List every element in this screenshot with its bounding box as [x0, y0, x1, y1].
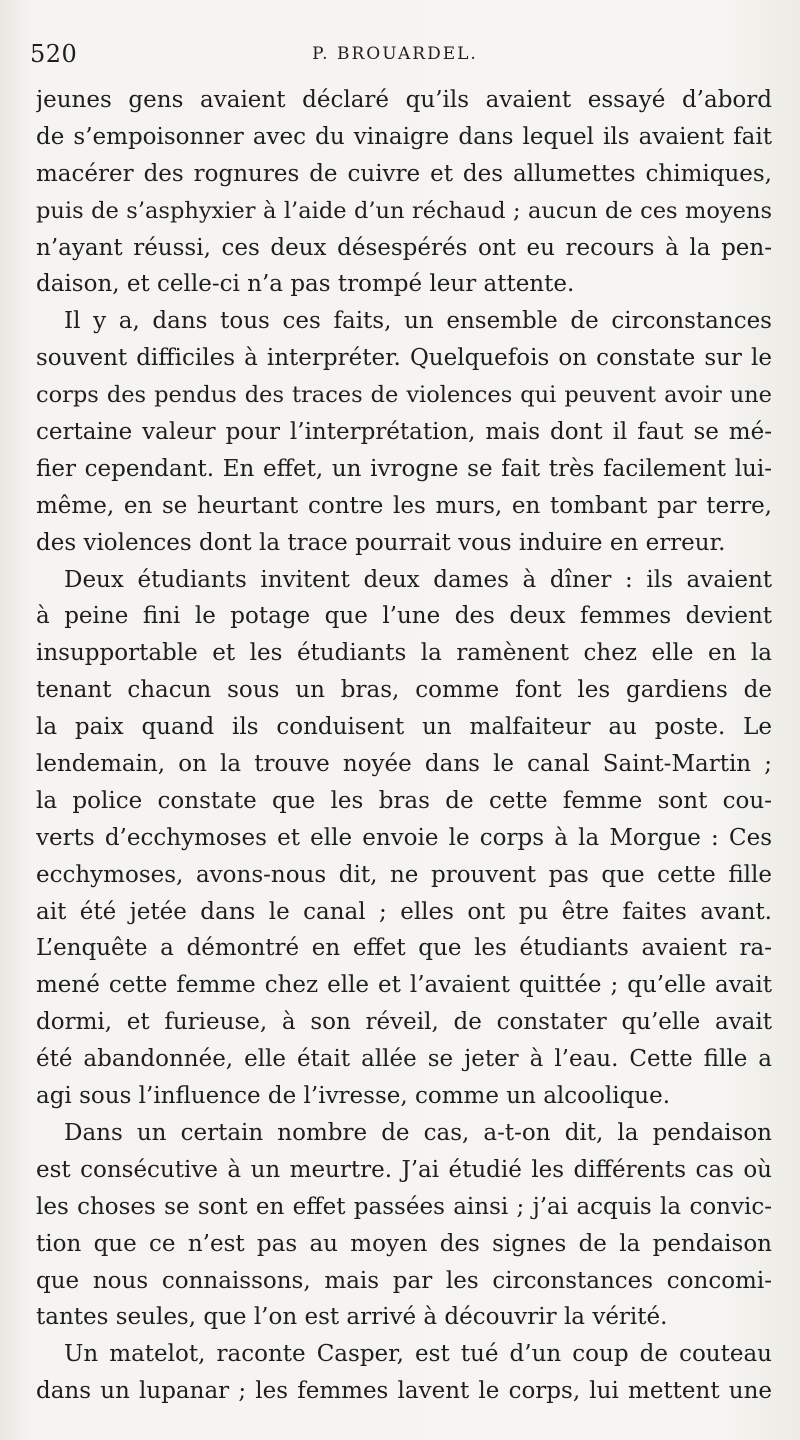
text-line: Un matelot, raconte Casper, est tué d’un coup de couteau — [64, 1341, 772, 1368]
text-line: agi sous l’influence de l’ivresse, comme un alcoolique. — [36, 1083, 671, 1110]
text-line: dans un lupanar ; les femmes lavent le corps, lui mettent une — [36, 1378, 772, 1405]
text-line: tion que ce n’est pas au moyen des signes de la pendaison — [36, 1230, 772, 1257]
text-line: Dans un certain nombre de cas, a-t-on dit, la pendaison — [64, 1119, 772, 1146]
text-line: L’enquête a démontré en effet que les étudiants avaient ra- — [36, 935, 772, 962]
text-line: certaine valeur pour l’interprétation, mais dont il faut se mé- — [36, 419, 772, 446]
text-line: que nous connaissons, mais par les circonstances concomi- — [36, 1267, 772, 1294]
text-line: est consécutive à un meurtre. J’ai étudié les différents cas où — [36, 1156, 772, 1183]
text-line: verts d’ecchymoses et elle envoie le corps à la Morgue : Ces — [36, 824, 772, 851]
text-line: lendemain, on la trouve noyée dans le canal Saint-Martin ; — [36, 751, 772, 778]
text-line: été abandonnée, elle était allée se jeter à l’eau. Cette fille a — [36, 1046, 772, 1073]
body-text — [36, 82, 772, 1410]
text-line: n’ayant réussi, ces deux désespérés ont eu recours à la pen- — [36, 234, 772, 261]
text-line: souvent difficiles à interpréter. Quelquefois on constate sur le — [36, 345, 772, 372]
page-number: 520 — [30, 40, 78, 68]
text-line: Il y a, dans tous ces faits, un ensemble de circonstances — [64, 308, 772, 335]
text-line: macérer des rognures de cuivre et des allumettes chimiques, — [36, 160, 772, 187]
text-line: jeunes gens avaient déclaré qu’ils avaient essayé d’abord — [36, 87, 772, 113]
text-line: daison, et celle-ci n’a pas trompé leur attente. — [36, 271, 575, 298]
text-line: à peine fini le potage que l’une des deux femmes devient — [36, 603, 772, 630]
text-line: fier cependant. En effet, un ivrogne se fait très facilement lui- — [36, 455, 772, 482]
text-line: tenant chacun sous un bras, comme font les gardiens de — [36, 677, 772, 704]
text-line: dormi, et furieuse, à son réveil, de constater qu’elle avait — [36, 1009, 772, 1036]
text-line: insupportable et les étudiants la ramènent chez elle en la — [36, 640, 772, 667]
text-line: les choses se sont en effet passées ainsi ; j’ai acquis la convic- — [36, 1193, 772, 1220]
text-line: mené cette femme chez elle et l’avaient quittée ; qu’elle avait — [36, 972, 772, 999]
text-line: la police constate que les bras de cette femme sont cou- — [36, 787, 772, 814]
text-line: des violences dont la trace pourrait vous induire en erreur. — [36, 529, 726, 556]
running-head: P. BROUARDEL. — [312, 44, 478, 64]
text-line: la paix quand ils conduisent un malfaiteur au poste. Le — [36, 714, 772, 741]
text-line: tantes seules, que l’on est arrivé à découvrir la vérité. — [36, 1304, 668, 1331]
text-line: Deux étudiants invitent deux dames à dîner : ils avaient — [64, 566, 772, 593]
text-line: ecchymoses, avons-nous dit, ne prouvent pas que cette fille — [36, 861, 772, 888]
text-line: puis de s’asphyxier à l’aide d’un réchaud ; aucun de ces moyens — [36, 197, 772, 224]
text-line: de s’empoisonner avec du vinaigre dans lequel ils avaient fait — [36, 123, 772, 150]
text-line: même, en se heurtant contre les murs, en tombant par terre, — [36, 492, 772, 519]
page-header — [30, 40, 760, 74]
text-line: ait été jetée dans le canal ; elles ont pu être faites avant. — [36, 898, 772, 925]
text-line: corps des pendus des traces de violences qui peuvent avoir une — [36, 382, 772, 409]
